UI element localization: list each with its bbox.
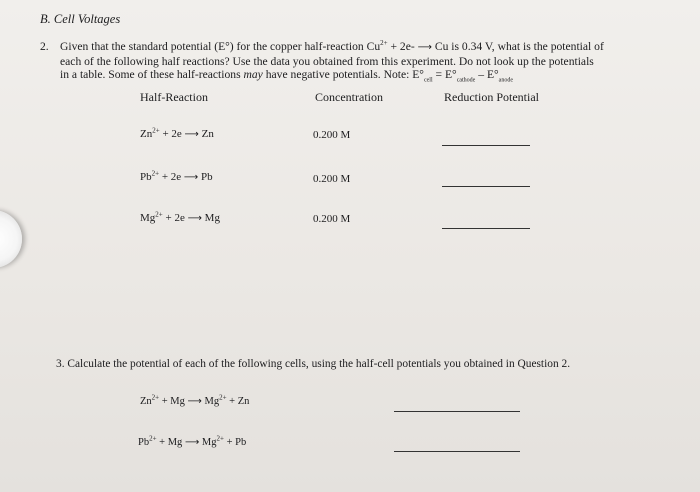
arrow-icon: ⟶: [184, 129, 199, 140]
section-title: B. Cell Voltages: [40, 12, 121, 26]
concentration-mg: 0.200 M: [313, 213, 351, 225]
arrow-icon: ⟶: [183, 172, 199, 183]
concentration-pb: 0.200 M: [313, 173, 351, 185]
half-reaction-mg: $Mg^{2+} + 2e$ ⟶ Mg: [140, 210, 220, 224]
arrow-icon: ⟶: [417, 42, 432, 53]
arrow-icon: ⟶: [187, 213, 202, 224]
question-3: [56, 358, 570, 370]
header-concentration: Concentration: [315, 90, 383, 104]
question-2-text: [60, 40, 660, 82]
arrow-icon: ⟶: [184, 437, 200, 448]
arrow-icon: ⟶: [187, 396, 202, 407]
header-half-reaction: Half-Reaction: [140, 90, 208, 104]
answer-line-mg[interactable]: [442, 228, 530, 229]
cell-reaction-zn-mg: $Zn^{2+} + Mg$ ⟶ $Mg^{2+} + Zn$: [140, 393, 250, 407]
question-2-line-3: in a table. Some of these half-reactions may have negative potentials. Note: $E^\circ_{cell} = E^\circ_{cathode} - E^\circ_{anode}$: [60, 68, 513, 84]
answer-line-zn[interactable]: [442, 145, 530, 146]
question-3-text: Calculate the potential of each of the following cells, using the half-cell potentials you obtained in Question 2.: [67, 358, 571, 370]
question-3-number: 3.: [56, 358, 65, 370]
answer-line-cell-pb-mg[interactable]: [394, 451, 520, 452]
concentration-zn: 0.200 M: [313, 129, 351, 141]
half-reaction-zn: $Zn^{2+} + 2e$ ⟶ Zn: [140, 126, 214, 140]
question-2-line-2: each of the following half reactions? Use the data you obtained from this experiment. Do not look up the potentials: [60, 54, 594, 68]
half-reaction-pb: $Pb^{2+} + 2e$ ⟶ Pb: [140, 169, 213, 183]
header-reduction-potential: Reduction Potential: [444, 90, 539, 104]
question-2-line-1: Given that the standard potential (E°) for the copper half-reaction $Cu^{2+} + 2e-$ ⟶ Cu is 0.34 V, what is the potential of: [60, 39, 604, 53]
question-2-number: 2.: [40, 40, 49, 53]
answer-line-pb[interactable]: [442, 186, 530, 187]
answer-line-cell-zn-mg[interactable]: [394, 411, 520, 412]
cell-reaction-pb-mg: $Pb^{2+} + Mg$ ⟶ $Mg^{2+} + Pb$: [138, 434, 247, 448]
